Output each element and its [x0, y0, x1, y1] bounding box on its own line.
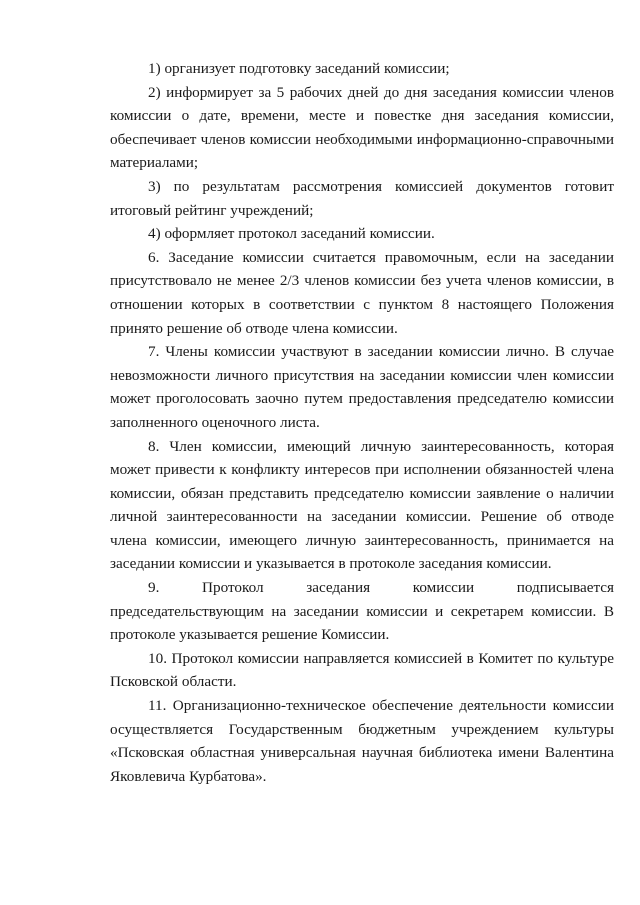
- paragraph-item-4: 4) оформляет протокол заседаний комиссии.: [148, 225, 435, 243]
- paragraph-item-1: 1) организует подготовку заседаний комиссии;: [148, 60, 450, 77]
- paragraph-clause-6: 6. Заседание комиссии считается правомочным, если на заседании присутствовало не менее 2/3 членов комиссии без учета членов комиссии, в отношении которых в соответствии с пунктом 8 настоящего Положения принято решение об отводе члена комиссии.: [110, 248, 614, 337]
- paragraph-clause-8: 8. Член комиссии, имеющий личную заинтересованность, которая может привести к конфликту интересов при исполнении обязанностей члена комиссии, обязан представить председателю комиссии заявление о наличии личной заинтересованности на заседании комиссии. Решение об отводе члена комиссии, имеющего личную заинтересованность, принимается на заседании комиссии и указывается в протоколе заседания комиссии.: [110, 437, 614, 573]
- paragraph-clause-11: 11. Организационно-техническое обеспечение деятельности комиссии осуществляется Государственным бюджетным учреждением культуры «Псковская областная универсальная научная библиотека имени Валентина Яковлевича Курбатова».: [110, 697, 614, 785]
- paragraph-clause-10: 10. Протокол комиссии направляется комиссией в Комитет по культуре Псковской области.: [110, 649, 614, 691]
- paragraph-item-3: 3) по результатам рассмотрения комиссией документов готовит итоговый рейтинг учреждений;: [110, 177, 614, 219]
- paragraph-clause-7: 7. Члены комиссии участвуют в заседании комиссии лично. В случае невозможности личного присутствия на заседании комиссии член комиссии может проголосовать заочно путем предоставления председателю комиссии заполненного оценочного листа.: [110, 343, 614, 431]
- paragraph-clause-9: 9. Протокол заседания комиссии подписывается председательствующим на заседании комиссии и секретарем комиссии. В протоколе указывается решение Комиссии.: [110, 579, 614, 644]
- paragraph-item-2: 2) информирует за 5 рабочих дней до дня заседания комиссии членов комиссии о дате, времени, месте и повестке дня заседания комиссии, обеспечивает членов комиссии необходимыми информационно-справочными материалами;: [110, 83, 614, 172]
- document-body: [110, 57, 614, 788]
